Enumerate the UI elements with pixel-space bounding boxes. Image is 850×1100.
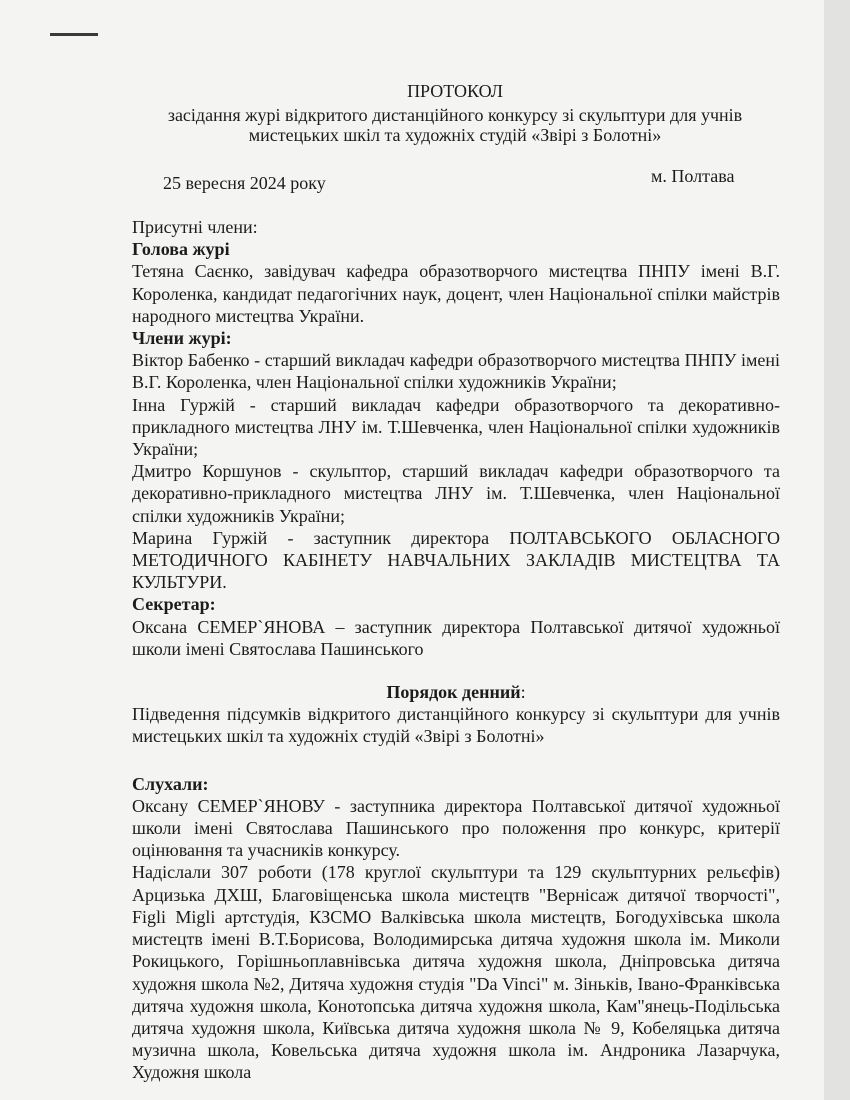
secretary-text: Оксана СЕМЕР`ЯНОВА – заступник директора Полтавської дитячої художньої школи імені Святослава Пашинського: [132, 616, 780, 659]
document-title: ПРОТОКОЛ: [407, 81, 503, 101]
members-label: Члени журі:: [132, 328, 232, 349]
member-item: Дмитро Коршунов - скульптор, старший викладач кафедри образотворчого та декоративно-прикладного мистецтва ЛНУ ім. Т.Шевченка, член Національної спілки художників України;: [132, 461, 780, 526]
member-item: Інна Гуржій - старший викладач кафедри образотворчого та декоративно-прикладного мистецтва ЛНУ ім. Т.Шевченка, член Національної спілки художників України;: [132, 394, 780, 460]
present-label: Присутні члени:: [132, 217, 258, 237]
works-text: Надіслали 307 роботи (178 круглої скульптури та 129 скульптурних рельєфів) Арцизька ДХШ, Благовіщенська школа мистецтв "Вернісаж дитячої творчості", Figli Migli артстудія, КЗСМО Валківська школа мистецтв, Богодухівська школа мистецтв імені В.Т.Борисова, Володимирська дитяча художня школа ім. Миколи Рокицького, Горішньоплавнівська дитяча художня школа, Дніпровська дитяча художня школа №2, Дитяча художня студія "Da Vinci" м. Зіньків, Івано-Франківська дитяча художня школа, Конотопська дитяча художня школа, Кам"янець-Подільська дитяча художня школа, Київська дитяча художня школа № 9, Кобеляцька дитяча музична школа, Ковельська дитяча художня школа ім. Андроника Лазарчука, Художня школа: [132, 862, 780, 1083]
agenda-heading: [132, 681, 780, 703]
head-label: Голова журі: [132, 239, 230, 260]
member-item: Марина Гуржій - заступник директора ПОЛТАВСЬКОГО ОБЛАСНОГО МЕТОДИЧНОГО КАБІНЕТУ НАВЧАЛЬНИХ ЗАКЛАДІВ МИСТЕЦТВА ТА КУЛЬТУРИ.: [132, 527, 780, 593]
heard-label: Слухали:: [132, 773, 209, 794]
document-body: [132, 216, 780, 1084]
secretary-label: Секретар:: [132, 594, 216, 615]
document-subtitle-line2: мистецьких шкіл та художніх студій «Звірі з Болотні»: [248, 125, 662, 145]
page-edge: [824, 0, 850, 1100]
agenda-label: Порядок денний: [386, 682, 521, 703]
document-subtitle-line1: засідання журі відкритого дистанційного конкурсу зі скульптури для учнів: [167, 105, 743, 125]
head-text: Тетяна Саєнко, завідувач кафедра образотворчого мистецтва ПНПУ імені В.Г. Короленка, кандидат педагогічних наук, доцент, член Національної спілки майстрів народного мистецтва України.: [132, 261, 780, 326]
document-city: м. Полтава: [651, 166, 735, 186]
document-date: 25 вересня 2024 року: [163, 173, 326, 193]
member-item: Віктор Бабенко - старший викладач кафедри образотворчого мистецтва ПНПУ імені В.Г. Короленка, член Національної спілки художників України;: [132, 350, 780, 393]
agenda-text: Підведення підсумків відкритого дистанційного конкурсу зі скульптури для учнів мистецьких шкіл та художніх студій «Звірі з Болотні»: [132, 704, 780, 747]
heard-text: Оксану СЕМЕР`ЯНОВУ - заступника директора Полтавської дитячої художньої школи імені Святослава Пашинського про положення про конкурс, критерії оцінювання та учасників конкурсу.: [132, 795, 780, 861]
agenda-colon: :: [520, 682, 526, 703]
scan-mark: [50, 33, 98, 36]
